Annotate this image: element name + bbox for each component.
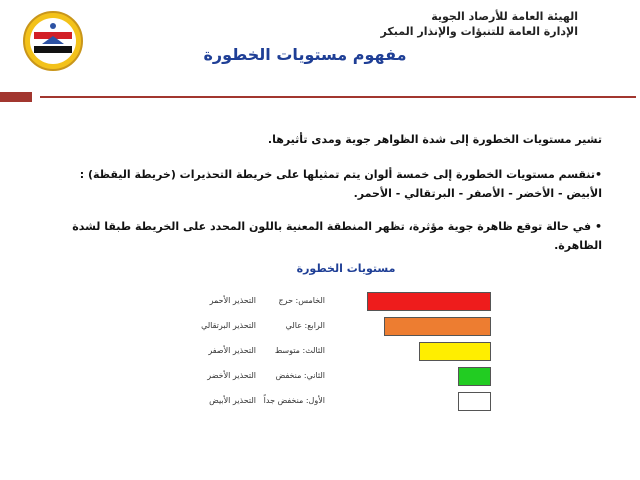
organization-name: الهيئة العامة للأرصاد الجوية <box>431 10 578 23</box>
department-name: الإدارة العامة للتنبؤات والإنذار المبكر <box>380 25 578 38</box>
page-title: مفهوم مستويات الخطورة <box>203 45 407 64</box>
warning-label: التحذير البرتقالي <box>201 321 256 330</box>
warning-label: التحذير الأبيض <box>209 396 256 405</box>
severity-level-label: الثاني: منخفض <box>275 371 325 380</box>
severity-level-label: الأول: منخفض جداً <box>263 396 325 405</box>
severity-level-label: الخامس: حرج <box>278 296 325 305</box>
warning-label: التحذير الأخضر <box>207 371 256 380</box>
severity-level-label: الثالث: متوسط <box>274 346 325 355</box>
paragraph-map: • في حالة توقع ظاهرة جوية مؤثرة، تظهر المنطقة المعنية باللون المحدد على الخريطة طبقا لشدة الظاهرة. <box>72 220 602 252</box>
severity-bar-1 <box>458 392 491 411</box>
accent-block <box>0 92 32 102</box>
paragraph-colors: •تنقسم مستويات الخطورة إلى خمسة ألوان يتم تمثيلها على خريطة التحذيرات (خريطة اليقظة) : الأبيض - الأخضر - الأصفر - البرتقالي - الأحمر. <box>79 168 602 200</box>
paragraph-definition: تشير مستويات الخطورة إلى شدة الظواهر جوية ومدى تأثيرها. <box>267 133 602 146</box>
severity-bar-5 <box>367 292 491 311</box>
title-divider <box>40 96 636 98</box>
severity-bar-3 <box>419 342 491 361</box>
severity-bar-4 <box>384 317 491 336</box>
severity-bar-2 <box>458 367 491 386</box>
severity-level-label: الرابع: عالي <box>285 321 325 330</box>
meteorological-authority-logo <box>22 10 84 72</box>
warning-label: التحذير الأحمر <box>209 296 256 305</box>
warning-label: التحذير الأصفر <box>208 346 256 355</box>
levels-title: مستويات الخطورة <box>296 262 396 275</box>
